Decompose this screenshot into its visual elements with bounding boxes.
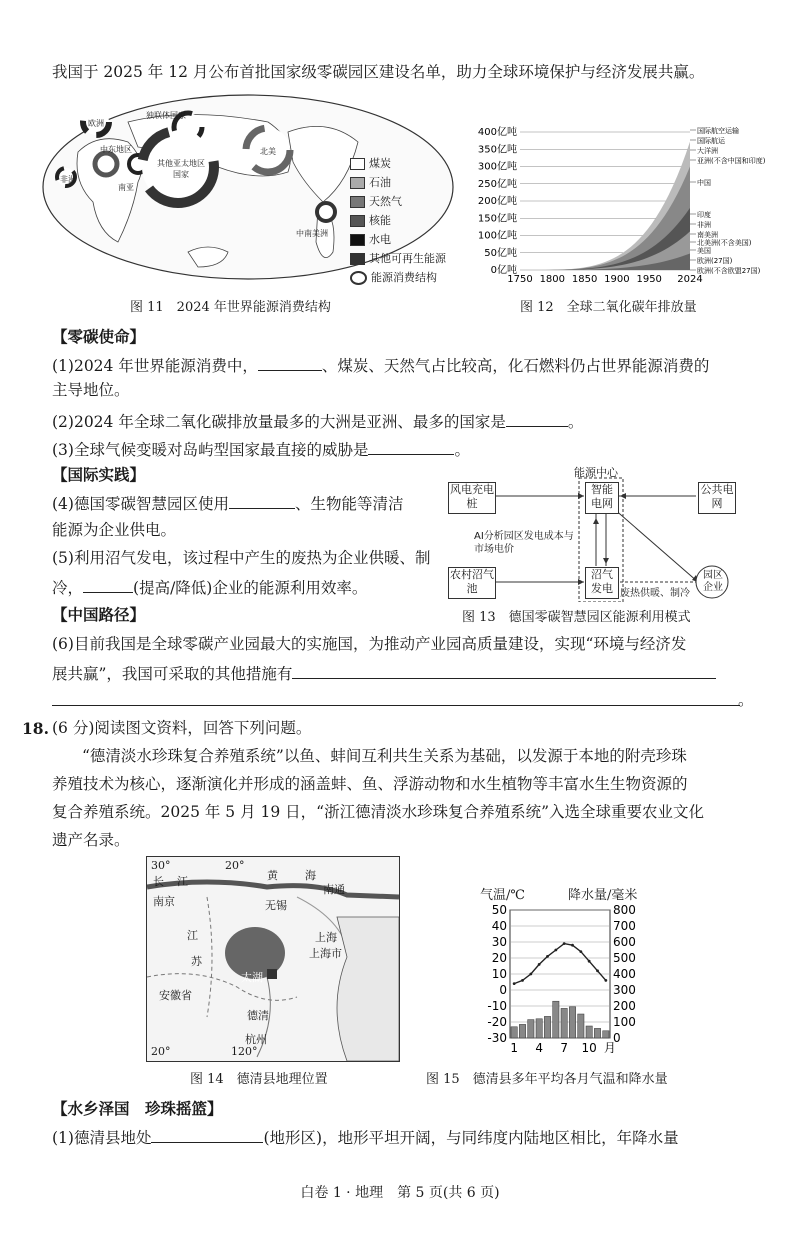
- figure-14-caption: 图 14 德清县地理位置: [190, 1072, 328, 1087]
- figure-15-chart: [470, 884, 660, 1056]
- temperature-point: [529, 973, 532, 976]
- figure-12-caption: 图 12 全球二氧化碳年排放量: [520, 300, 697, 315]
- climate-ytick-right: 700: [613, 919, 636, 933]
- map-label-europe: 欧洲: [88, 119, 104, 128]
- map14-lat-30: 30°: [151, 859, 171, 872]
- diagram-smart-grid: 智能电网: [585, 482, 619, 514]
- figure-12-chart: [468, 124, 768, 284]
- precip-bar: [544, 1016, 550, 1038]
- fig12-xtick: 1750: [507, 274, 533, 284]
- question-2: (2)2024 年全球二氧化碳排放量最多的大洲是亚洲、最多的国家是 。: [52, 410, 583, 433]
- question-1-cont: 主导地位。: [52, 381, 130, 399]
- precip-bar: [519, 1024, 525, 1038]
- question-3: (3)全球气候变暖对岛屿型国家最直接的威胁是 。: [52, 438, 470, 461]
- answer-blank-3[interactable]: [368, 438, 454, 455]
- question-18-p4: 遗产名录。: [52, 831, 130, 849]
- climate-ytick-left: 10: [491, 967, 507, 981]
- climate-xtick: 4: [535, 1041, 543, 1055]
- legend-structure: 能源消费结构: [350, 268, 454, 287]
- pie-middle-east: [95, 153, 117, 175]
- pie-latin-america: [317, 203, 335, 221]
- climate-left-title: 气温/℃: [480, 888, 525, 903]
- climate-xtick: 10: [581, 1041, 597, 1055]
- diagram-public-grid: 公共电网: [698, 482, 736, 514]
- answer-blank-5[interactable]: [83, 576, 133, 593]
- diagram-energy-center: 能源中心: [574, 466, 618, 479]
- fig12-xtick: 1850: [571, 274, 598, 284]
- climate-ytick-left: -10: [487, 999, 507, 1013]
- climate-ytick-left: 30: [491, 935, 507, 949]
- question-1: (1)2024 年世界能源消费中， 、煤炭、天然气占比较高，化石燃料仍占世界能源消费的: [52, 354, 709, 377]
- figure-11-map: [38, 92, 458, 288]
- question-18-head: (6 分)阅读图文资料，回答下列问题。: [52, 719, 312, 737]
- precip-bar: [594, 1028, 600, 1038]
- climate-ytick-right: 800: [613, 903, 636, 917]
- temperature-point: [604, 979, 607, 982]
- map-label-middle-east: 中东地区: [100, 145, 132, 154]
- map14-jiang2: 江: [187, 929, 198, 942]
- climate-xtick: 7: [560, 1041, 568, 1055]
- question-6: (6)目前我国是全球零碳产业园最大的实施国，为推动产业园高质量建设，实现“环境与经济发: [52, 635, 687, 653]
- precip-bar: [553, 1001, 559, 1038]
- climate-ytick-left: 20: [491, 951, 507, 965]
- temperature-point: [513, 982, 516, 985]
- legend-coal: 煤炭: [350, 154, 454, 173]
- temperature-point: [563, 942, 566, 945]
- fig12-series-label: 印度: [697, 211, 711, 219]
- map14-nanjing: 南京: [153, 895, 175, 908]
- climate-ytick-left: 0: [499, 983, 507, 997]
- answer-blank-4[interactable]: [229, 492, 295, 509]
- diagram-rural-biogas: 农村沼气池: [448, 567, 496, 599]
- fig12-xtick: 1950: [636, 274, 662, 284]
- map-label-asia-pacific: 其他亚太地区国家: [157, 159, 205, 179]
- fig12-xtick: 1900: [604, 274, 630, 284]
- figure-14-map: [146, 856, 400, 1062]
- diagram-wind: 风电充电桩: [448, 482, 496, 514]
- section-heading-water: 【水乡泽国 珍珠摇篮】: [52, 1099, 223, 1118]
- diagram-biogas-power: 沼气发电: [585, 567, 619, 599]
- climate-ytick-right: 400: [613, 967, 636, 981]
- precip-bar: [528, 1020, 534, 1038]
- temperature-point: [521, 979, 524, 982]
- climate-ytick-left: 50: [491, 903, 507, 917]
- climate-ytick-right: 100: [613, 1015, 636, 1029]
- legend-oil: 石油: [350, 173, 454, 192]
- precip-bar: [586, 1026, 592, 1038]
- climate-month-label: 月: [603, 1041, 616, 1055]
- map14-shanghai-city: 上海市: [309, 947, 342, 960]
- diagram-ai: AI分析园区发电成本与市场电价: [474, 531, 574, 555]
- question-6-cont: 展共赢”，我国可采取的其他措施有: [52, 662, 716, 685]
- diagram-park: 园区企业: [703, 570, 723, 593]
- map-label-latin-america: 中南美洲: [296, 229, 328, 238]
- intro-text: 我国于 2025 年 12 月公布首批国家级零碳园区建设名单，助力全球环境保护与经济发展共赢。: [52, 63, 705, 81]
- map14-shanghai: 上海: [315, 931, 337, 944]
- fig12-ytick: 300亿吨: [477, 161, 517, 173]
- question-5-cont: 冷， (提高/降低)企业的能源利用效率。: [52, 576, 367, 599]
- temperature-point: [554, 949, 557, 952]
- map14-jiang: 江: [177, 875, 188, 888]
- fig12-xtick: 1800: [539, 274, 566, 284]
- fig12-ytick: 250亿吨: [477, 178, 517, 190]
- question-18-p2: 养殖技术为核心，逐渐演化并形成的涵盖蚌、鱼、浮游动物和水生植物等丰富水生生物资源的: [52, 775, 688, 793]
- fig12-xtick: 2024: [677, 274, 703, 284]
- map14-nantong: 南通: [323, 883, 345, 896]
- climate-ytick-left: -30: [487, 1031, 507, 1045]
- answer-blank-1[interactable]: [258, 354, 322, 371]
- figure-15-caption: 图 15 德清县多年平均各月气温和降水量: [426, 1072, 668, 1087]
- climate-ytick-right: 500: [613, 951, 636, 965]
- climate-ytick-right: 300: [613, 983, 636, 997]
- precip-bar: [561, 1008, 567, 1038]
- map-label-north-america: 北美: [260, 147, 276, 156]
- section-heading-practice: 【国际实践】: [52, 465, 146, 484]
- temperature-point: [546, 955, 549, 958]
- page-footer: 白卷 1 · 地理 第 5 页(共 6 页): [300, 1185, 500, 1201]
- map-label-africa: 非洲: [60, 175, 76, 184]
- map14-huang: 黄: [267, 869, 278, 882]
- figure-13-diagram: [448, 464, 758, 602]
- fig12-series-label: 美国: [697, 247, 711, 255]
- legend-renewable: 其他可再生能源: [350, 249, 454, 268]
- question-18-1: (1)德清县地处 (地形区)，地形平坦开阔，与同纬度内陆地区相比，年降水量: [52, 1126, 679, 1149]
- map14-su: 苏: [191, 955, 202, 968]
- fig12-series-label: 国际航运: [697, 137, 725, 145]
- question-4-cont: 能源为企业供电。: [52, 521, 177, 539]
- map-label-cis: 独联体国家: [146, 111, 186, 120]
- fig12-series-label: 非洲: [697, 221, 711, 229]
- temperature-point: [596, 969, 599, 972]
- fig12-ytick: 50亿吨: [484, 247, 517, 259]
- question-18-p3: 复合养殖系统。2025 年 5 月 19 日，“浙江德清淡水珍珠复合养殖系统”入选全球重要农业文化: [52, 803, 705, 821]
- fig12-series-label: 中国: [697, 179, 711, 187]
- fig12-ytick: 100亿吨: [477, 230, 517, 242]
- map14-hangzhou: 杭州: [245, 1033, 267, 1046]
- climate-ytick-right: 0: [613, 1031, 621, 1045]
- fig12-ytick: 400亿吨: [477, 127, 517, 138]
- map14-lon-20: 20°: [225, 859, 245, 872]
- fig12-ytick: 350亿吨: [477, 144, 517, 156]
- legend-hydro: 水电: [350, 230, 454, 249]
- fig12-ytick: 0亿吨: [490, 265, 517, 276]
- map14-wuxi: 无锡: [265, 899, 287, 912]
- precip-bar: [536, 1019, 542, 1038]
- fig12-series-label: 大洋洲: [697, 147, 718, 155]
- map14-lat-20: 20°: [151, 1045, 171, 1058]
- answer-blank-6[interactable]: [292, 662, 716, 679]
- climate-ytick-left: 40: [491, 919, 507, 933]
- map14-lon-120: 120°: [231, 1045, 258, 1058]
- map14-anhui: 安徽省: [159, 989, 192, 1002]
- fig12-series-label: 欧洲(27国): [697, 257, 733, 265]
- precip-bar: [578, 1014, 584, 1038]
- precip-bar: [569, 1007, 575, 1038]
- section-heading-china: 【中国路径】: [52, 605, 146, 624]
- fig12-series-label: 北美洲(不含美国): [697, 239, 752, 247]
- climate-ytick-right: 600: [613, 935, 636, 949]
- map14-deqing: 德清: [247, 1009, 269, 1022]
- section-heading-mission: 【零碳使命】: [52, 327, 146, 346]
- climate-xtick: 1: [510, 1041, 518, 1055]
- figure-11-caption: 图 11 2024 年世界能源消费结构: [130, 300, 331, 315]
- period-6: 。: [738, 691, 754, 709]
- answer-blank-2[interactable]: [506, 410, 568, 427]
- figure-13-caption: 图 13 德国零碳智慧园区能源利用模式: [462, 610, 691, 625]
- fig12-ytick: 150亿吨: [477, 213, 517, 225]
- fig12-series-label: 南美洲: [697, 231, 718, 239]
- precip-bar: [511, 1027, 517, 1038]
- fig12-series-label: 国际航空运输: [697, 127, 739, 135]
- map-label-south-asia: 南亚: [118, 183, 134, 192]
- fig12-ytick: 200亿吨: [477, 196, 517, 207]
- answer-blank-18-1[interactable]: [151, 1126, 263, 1143]
- question-18-number: 18.: [22, 719, 49, 738]
- climate-right-title: 降水量/毫米: [568, 888, 638, 903]
- fig12-series-label: 亚洲(不含中国和印度): [697, 157, 766, 165]
- map14-hai: 海: [305, 869, 316, 882]
- climate-ytick-left: -20: [487, 1015, 507, 1029]
- temperature-point: [588, 960, 591, 963]
- map14-chang: 长: [153, 875, 164, 888]
- legend-gas: 天然气: [350, 192, 454, 211]
- temperature-point: [571, 944, 574, 947]
- legend-nuclear: 核能: [350, 211, 454, 230]
- diagram-waste-heat: 废热供暖、制冷: [620, 588, 690, 599]
- answer-line-6b[interactable]: [52, 705, 740, 706]
- map14-taihu: 太湖: [241, 971, 263, 984]
- temperature-point: [538, 963, 541, 966]
- question-18-p1: “德清淡水珍珠复合养殖系统”以鱼、蚌间互利共生关系为基础，以发源于本地的附壳珍珠: [82, 747, 687, 765]
- question-4: (4)德国零碳智慧园区使用 、生物能等清洁: [52, 492, 403, 515]
- question-5: (5)利用沼气发电，该过程中产生的废热为企业供暖、制: [52, 549, 431, 567]
- climate-ytick-right: 200: [613, 999, 636, 1013]
- precip-bar: [603, 1031, 609, 1038]
- fig12-series-label: 欧洲(不含欧盟27国): [697, 267, 761, 275]
- figure-11-legend: [350, 154, 454, 287]
- temperature-point: [579, 950, 582, 953]
